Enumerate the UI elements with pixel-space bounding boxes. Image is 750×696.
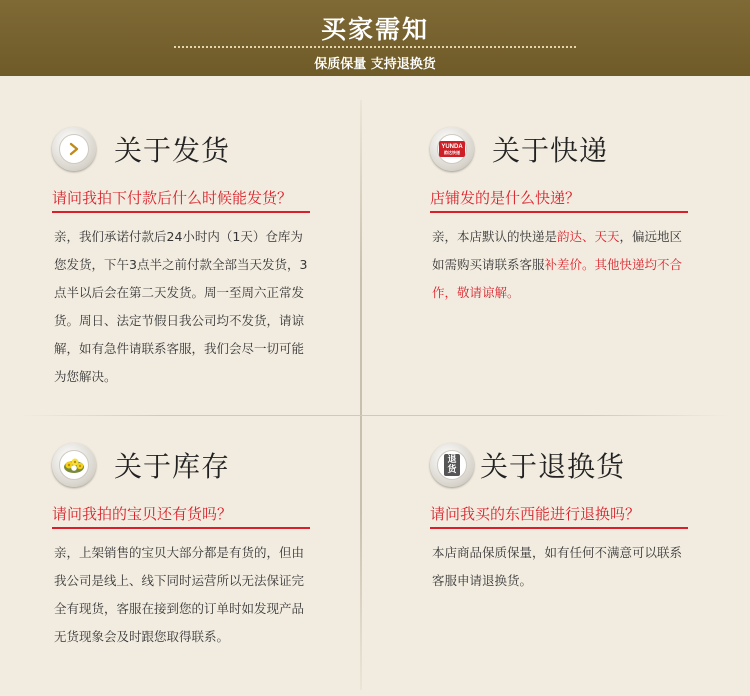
returns-heading: 关于退换货 [480,450,626,483]
header-dotted-divider [174,46,576,48]
yunda-logo-text: YUNDA [441,143,463,150]
returns-question: 请问我买的东西能进行退换吗？ [430,505,641,523]
shipping-question-underline [52,211,310,213]
page-title: 买家需知 [320,15,429,44]
stock-question: 请问我拍的宝贝还有货吗？ [52,505,233,523]
return-badge-icon [430,443,474,487]
section-shipping [52,127,352,407]
stock-body: 亲，上架销售的宝贝大部分都是有货的，但由我公司是线上、线下同时运营所以无法保证完全有现货，客服在接到您的订单时如发现产品无货现象会及时跟您取得联系。 [54,545,305,644]
courier-body-text-2: ，偏远地区如需购买请联系客服 [432,229,683,272]
courier-body [432,223,690,307]
courier-question-underline [430,211,688,213]
shipping-question: 请问我拍下付款后什么时候能发货？ [52,189,293,207]
courier-body-highlight-1: 韵达、天天 [557,229,620,244]
stock-question-underline [52,527,310,529]
returns-question-underline [430,527,688,529]
courier-question: 店铺发的是什么快递？ [430,189,581,207]
stock-heading: 关于库存 [114,450,231,483]
returns-body: 本店商品保质保量，如有任何不满意可以联系客服申请退换货。 [432,545,683,588]
section-courier [430,127,730,407]
stock-flowers-icon [52,443,96,487]
courier-body-text-1: 亲，本店默认的快递是 [432,229,558,244]
yunda-logo-icon [430,127,474,171]
courier-heading: 关于快递 [492,134,609,167]
shipping-body: 亲，我们承诺付款后24小时内（1天）仓库为您发货，下午3点半之前付款全部当天发货，3点半以后会在第二天发货。周一至周六正常发货。周日、法定节假日我公司均不发货，请谅解，如有急件请联系客服，我们会尽一切可能为您解决。 [54,229,308,384]
vertical-divider [360,100,362,690]
page-subtitle: 保质保量 支持退换货 [314,57,436,72]
shipping-heading: 关于发货 [114,134,231,167]
section-returns [430,443,730,683]
section-stock [52,443,352,683]
header-banner [0,0,750,76]
return-badge-text: 退货 [444,454,460,476]
yunda-logo-subtext: 韵达快递 [444,149,460,155]
courier-body-highlight-2: 补差价。其他快递均不合作，敬请谅解。 [432,257,683,300]
horizontal-divider [20,415,730,416]
chevron-right-icon [52,127,96,171]
